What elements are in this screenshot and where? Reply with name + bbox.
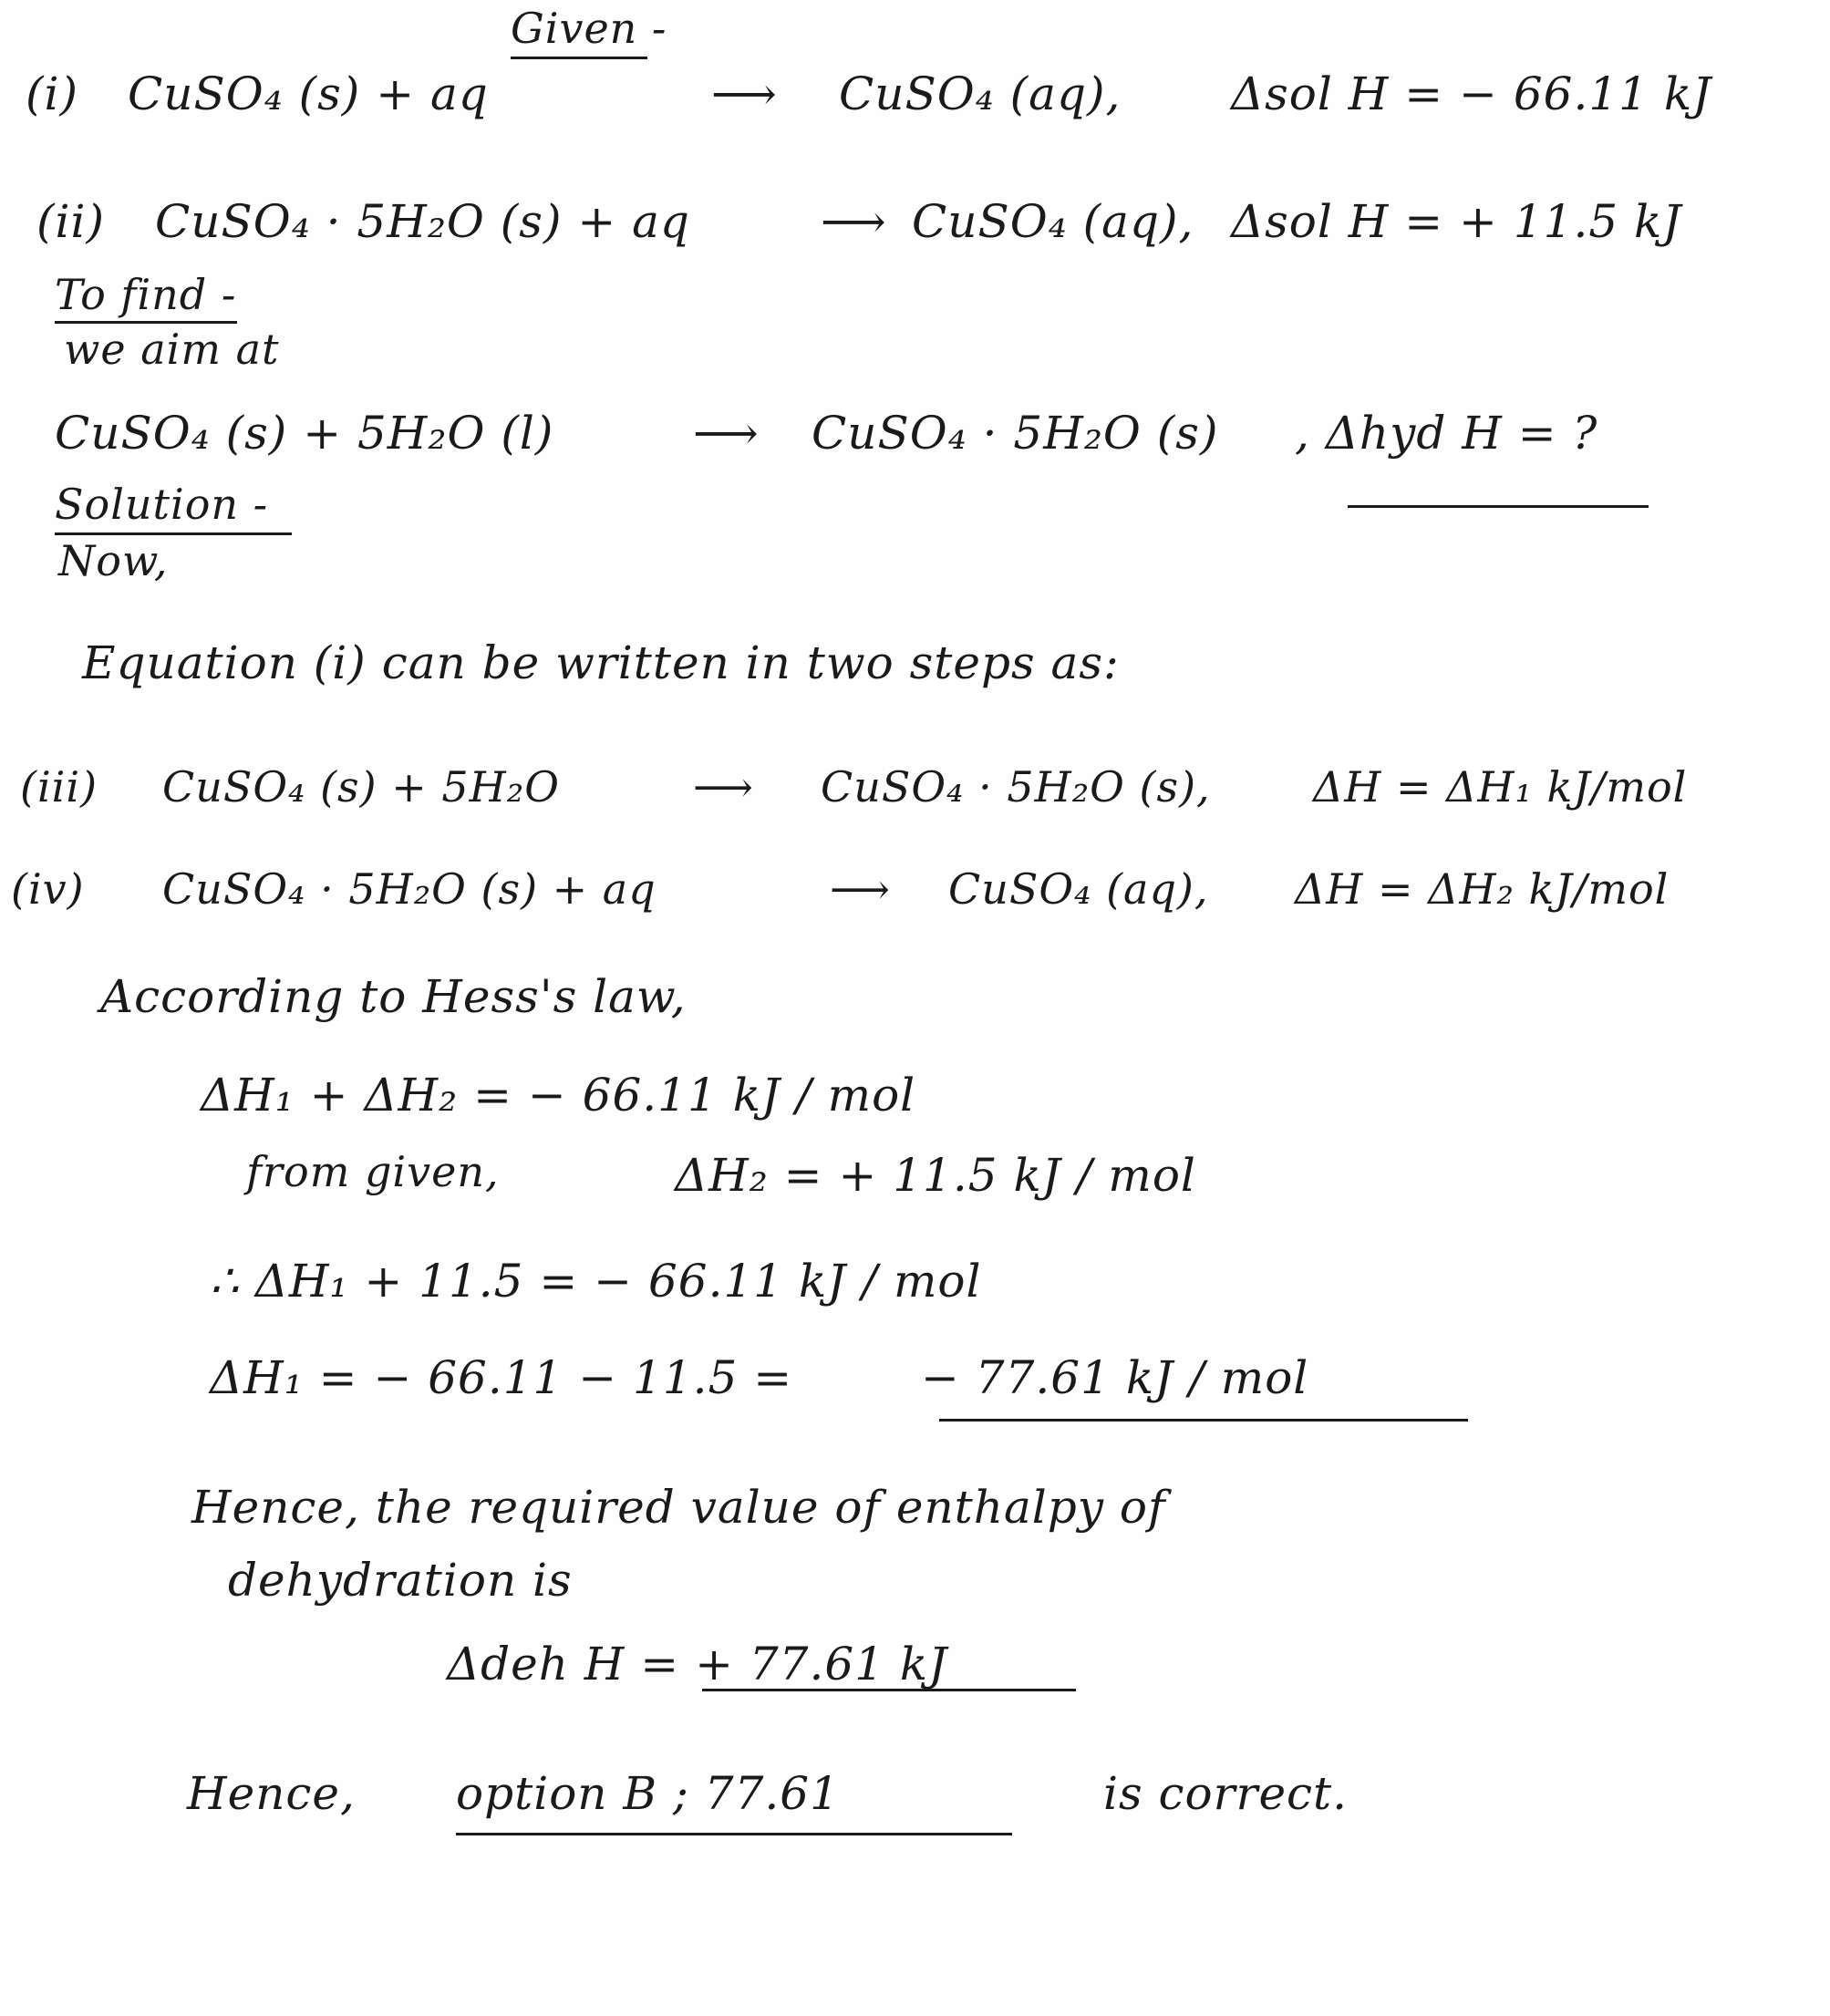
eq3-arrow: ⟶ <box>693 762 754 812</box>
to-find-underline <box>55 321 237 324</box>
steps-intro: Equation (i) can be written in two steps as: <box>82 636 1120 689</box>
answer-underline <box>702 1689 1076 1691</box>
conclusion-line1: Hence, the required value of enthalpy of <box>191 1481 1166 1534</box>
eq3-enthalpy: ΔH = ΔH₁ kJ/mol <box>1313 762 1688 812</box>
eq2-label: (ii) <box>36 195 105 248</box>
eq1-rhs: CuSO₄ (aq), <box>839 67 1122 120</box>
calc-line4-lhs: ΔH₁ = − 66.11 − 11.5 = <box>210 1351 793 1404</box>
eq4-lhs: CuSO₄ · 5H₂O (s) + aq <box>162 864 657 914</box>
calc-line3: ∴ ΔH₁ + 11.5 = − 66.11 kJ / mol <box>210 1255 982 1308</box>
target-enthalpy-underline <box>1348 505 1649 508</box>
eq4-enthalpy: ΔH = ΔH₂ kJ/mol <box>1295 864 1670 914</box>
eq1-arrow: ⟶ <box>711 67 778 120</box>
target-eq-enthalpy: , Δhyd H = ? <box>1295 407 1598 460</box>
eq4-arrow: ⟶ <box>830 864 891 914</box>
calc-line2: ΔH₂ = + 11.5 kJ / mol <box>675 1149 1196 1202</box>
eq1-label: (i) <box>26 67 79 120</box>
eq3-rhs: CuSO₄ · 5H₂O (s), <box>821 762 1211 812</box>
eq2-enthalpy: Δsol H = + 11.5 kJ <box>1231 195 1682 248</box>
eq4-label: (iv) <box>11 864 85 914</box>
solution-heading: Solution - <box>55 480 269 529</box>
given-underline <box>511 57 647 59</box>
calc-line2-prefix: from given, <box>246 1147 500 1196</box>
target-eq-arrow: ⟶ <box>693 407 760 460</box>
final-suffix: is correct. <box>1103 1767 1349 1820</box>
answer-line: Δdeh H = + 77.61 kJ <box>447 1638 948 1690</box>
aim-text: we aim at <box>64 325 280 374</box>
result-underline <box>939 1419 1468 1422</box>
eq3-label: (iii) <box>20 762 98 812</box>
hess-intro: According to Hess's law, <box>100 970 687 1023</box>
calc-line1: ΔH₁ + ΔH₂ = − 66.11 kJ / mol <box>201 1069 916 1122</box>
solution-underline <box>55 532 292 535</box>
final-option-underline <box>456 1833 1012 1835</box>
eq1-enthalpy: Δsol H = − 66.11 kJ <box>1231 67 1712 120</box>
target-eq-lhs: CuSO₄ (s) + 5H₂O (l) <box>55 407 554 460</box>
conclusion-line2: dehydration is <box>228 1554 573 1607</box>
now-text: Now, <box>58 536 169 585</box>
given-heading: Given - <box>511 4 667 53</box>
eq4-rhs: CuSO₄ (aq), <box>948 864 1209 914</box>
eq2-rhs: CuSO₄ (aq), <box>912 195 1194 248</box>
final-prefix: Hence, <box>187 1767 356 1820</box>
target-eq-rhs: CuSO₄ · 5H₂O (s) <box>812 407 1219 460</box>
eq3-lhs: CuSO₄ (s) + 5H₂O <box>162 762 560 812</box>
calc-line4-result: − 77.61 kJ / mol <box>921 1351 1309 1404</box>
eq2-arrow: ⟶ <box>821 195 887 248</box>
eq2-lhs: CuSO₄ · 5H₂O (s) + aq <box>155 195 690 248</box>
final-option: option B ; 77.61 <box>456 1767 840 1820</box>
eq1-lhs: CuSO₄ (s) + aq <box>128 67 489 120</box>
to-find-heading: To find - <box>55 270 237 319</box>
